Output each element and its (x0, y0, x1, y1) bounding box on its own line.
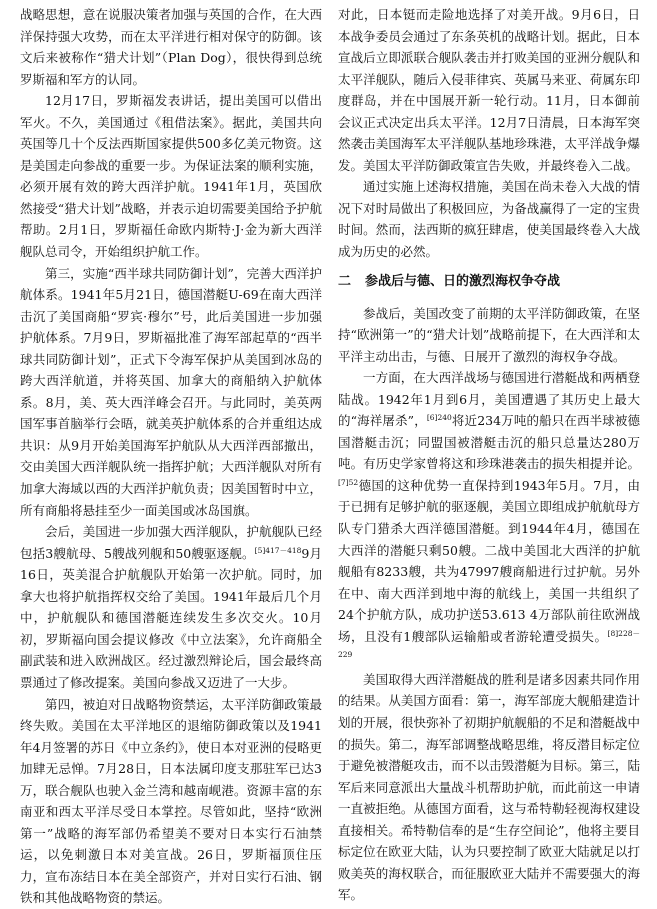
paragraph-after-entry: 参战后，美国改变了前期的太平洋防御政策，在坚持“欧洲第一”的“猎犬计划”战略前提下，在大西洋和太平洋主动出击，与德、日展开了激烈的海权争夺战。 (338, 305, 640, 364)
right-column (338, 4, 640, 906)
section-heading (338, 271, 640, 293)
section-number: 二 (338, 273, 352, 289)
text-segment: 将近234万吨的船只在西半球被德国潜艇击沉；同盟国被潜艇击沉的船只总量达280万吨。有历史学家曾将这和珍珠港袭击的损失相提并论。 (338, 413, 641, 472)
section-title: 参战后与德、日的激烈海权争夺战 (365, 273, 561, 289)
paragraph-third-point: 第三，实施“西半球共同防御计划”，完善大西洋护航体系。1941年5月21日，德国潜艇U-69在南大西洋击沉了美国商船“罗宾·穆尔”号，此后美国进一步加强护航体系。7月9日，罗斯福批准了海军部起草的“西半球共同防御计划”，正式下令海军保护从美国到冰岛的跨大西洋航道，并将英国、加拿大的商船纳入护航体系。8月，美、英大西洋峰会召开。与此同时，美英两国军事首脑举行会晤，就美英护航体系的合并重组达成共识：从9月开始美国海军护航队从大西洋西部撤出，交由美国大西洋舰队统一指挥护航；大西洋舰队对所有加拿大海域以西的大西洋护航负责；因美国暂时中立，所有商船将悬挂至少一面美国或冰岛国旗。 (20, 265, 322, 518)
citation: [8]228－229 (338, 628, 640, 660)
paragraph-summary: 通过实施上述海权措施，美国在尚未卷入大战的情况下对时局做出了积极回应，为备战赢得了一定的宝贵时间。然而，法西斯的疯狂肆虐，使美国最终卷入大战成为历史的必然。 (338, 179, 640, 260)
text-segment: 9月16日，英美混合护航舰队开始第一次护航。同时，加拿大也将护航指挥权交给了美国。1941年最后几个月中，护航舰队和德国潜艇连续发生多次交火。10月初，罗斯福向国会提议修改《中立法案》，允许商船全副武装和进入欧洲战区。经过激烈辩论后，国会最终高票通过了修改提案。美国向参战又迈进了一大步。 (20, 545, 323, 690)
citation: [6]240 (426, 413, 452, 423)
text-segment: 会后，美国进一步加强大西洋舰队，护航舰队已经包括3艘航母、5艘战列舰和50艘驱逐舰。 (20, 524, 322, 561)
paragraph-continued: 战略思想，意在说服决策者加强与英国的合作，在大西洋保持强大攻势，而在太平洋进行相对保守的防御。该文后来被称作“猎犬计划”（Plan Dog），很快得到总统罗斯福和军方的认同。 (20, 7, 322, 87)
paragraph-atlantic (338, 367, 640, 669)
citation: [5]417－418 (254, 545, 302, 555)
text-segment: 德国的这种优势一直保持到1943年5月。7月，由于已拥有足够护航的驱逐舰，美国立即组成护航航母方队专门猎杀大西洋德国潜艇。到1944年4月，德国在大西洋的潜艇只剩50艘。二战中美国北大西洋的护航舰船有8233艘，共为47997艘商船进行过护航。另外在中、南大西洋到地中海的航线上，美国一共组织了24个护航方队，成功护送53.613 4万部队前往欧洲战场，且没有1艘部队运输船或者游轮遭受损失。 (338, 477, 640, 644)
paragraph-lend-lease: 12月17日，罗斯福发表讲话，提出美国可以借出军火。不久，美国通过《租借法案》。据此，美国共向英国等几十个反法西斯国家提供500多亿美元物资。这是美国走向参战的重要一步。为保证法案的顺利实施，必须开展有效的跨大西洋护航。1941年1月，英国欣然接受“猎犬计划”战略，并表示迫切需要美国给予护航帮助。2月1日，罗斯福任命欧内斯特·J·金为新大西洋舰队总司令，开始组织护航工作。 (20, 93, 322, 260)
text-segment: 一方面，在大西洋战场与德国进行潜艇战和两栖登陆战。1942年1月到6月，美国遭遇了其历史上最大的“海祥屠杀”， (338, 370, 640, 429)
left-column (20, 4, 322, 909)
paragraph-continued: 对此，日本铤而走险地选择了对美开战。9月6日，日本战争委员会通过了东条英机的战略计划。据此，日本宣战后立即派联合舰队袭击并打败美国的亚洲分舰队和太平洋舰队，随后入侵菲律宾、英属马来亚、荷属东印度群岛，并在中国展开新一轮行动。11月，日本御前会议正式决定出兵太平洋。12月7日清晨，日本海军突然袭击美国海军太平洋舰队基地珍珠港，太平洋战争爆发。美国太平洋防御政策宣告失败，并最终卷入二战。 (338, 7, 640, 173)
citation: [7]52 (338, 477, 359, 487)
paragraph-victory-factors: 美国取得大西洋潜艇战的胜利是诸多因素共同作用的结果。从美国方面看：第一，海军部庞大舰船建造计划的开展，很快弥补了初期护航舰船的不足和潜艇战中的损失。第二，海军部调整战略思维，将反潜目标定位于避免被潜艇攻击，而不以击毁潜艇为目标。第三，陆军后来同意派出大量战斗机帮助护航，而此前这一申请一直被拒绝。从德国方面看，这与希特勒轻视海权建设直接相关。希特勒信奉的是“生存空间论”，他将主要目标定位在欧亚大陆，认为只要控制了欧亚大陆就足以打败美英的海权联合，而征服欧亚大陆并不需要强大的海军。 (338, 671, 640, 903)
paragraph-fourth-point: 第四，被迫对日战略物资禁运，太平洋防御政策最终失败。美国在太平洋地区的退缩防御政策以及1941年4月签署的苏日《中立条约》，使日本对亚洲的侵略更加肆无忌惮。7月28日，日本法属印度支那驻军已达3万，联合舰队也驶入金兰湾和越南岘港。资源丰富的东南亚和西太平洋尽受日本掌控。尽管如此，坚持“欧洲第一”战略的海军部仍希望美不要对日本实行石油禁运，以免刺激日本对美宣战。26日，罗斯福顶住压力，宣布冻结日本在美全部资产，并对日实行石油、钢铁和其他战略物资的禁运。 (20, 696, 322, 906)
paragraph-convoy (20, 521, 322, 693)
